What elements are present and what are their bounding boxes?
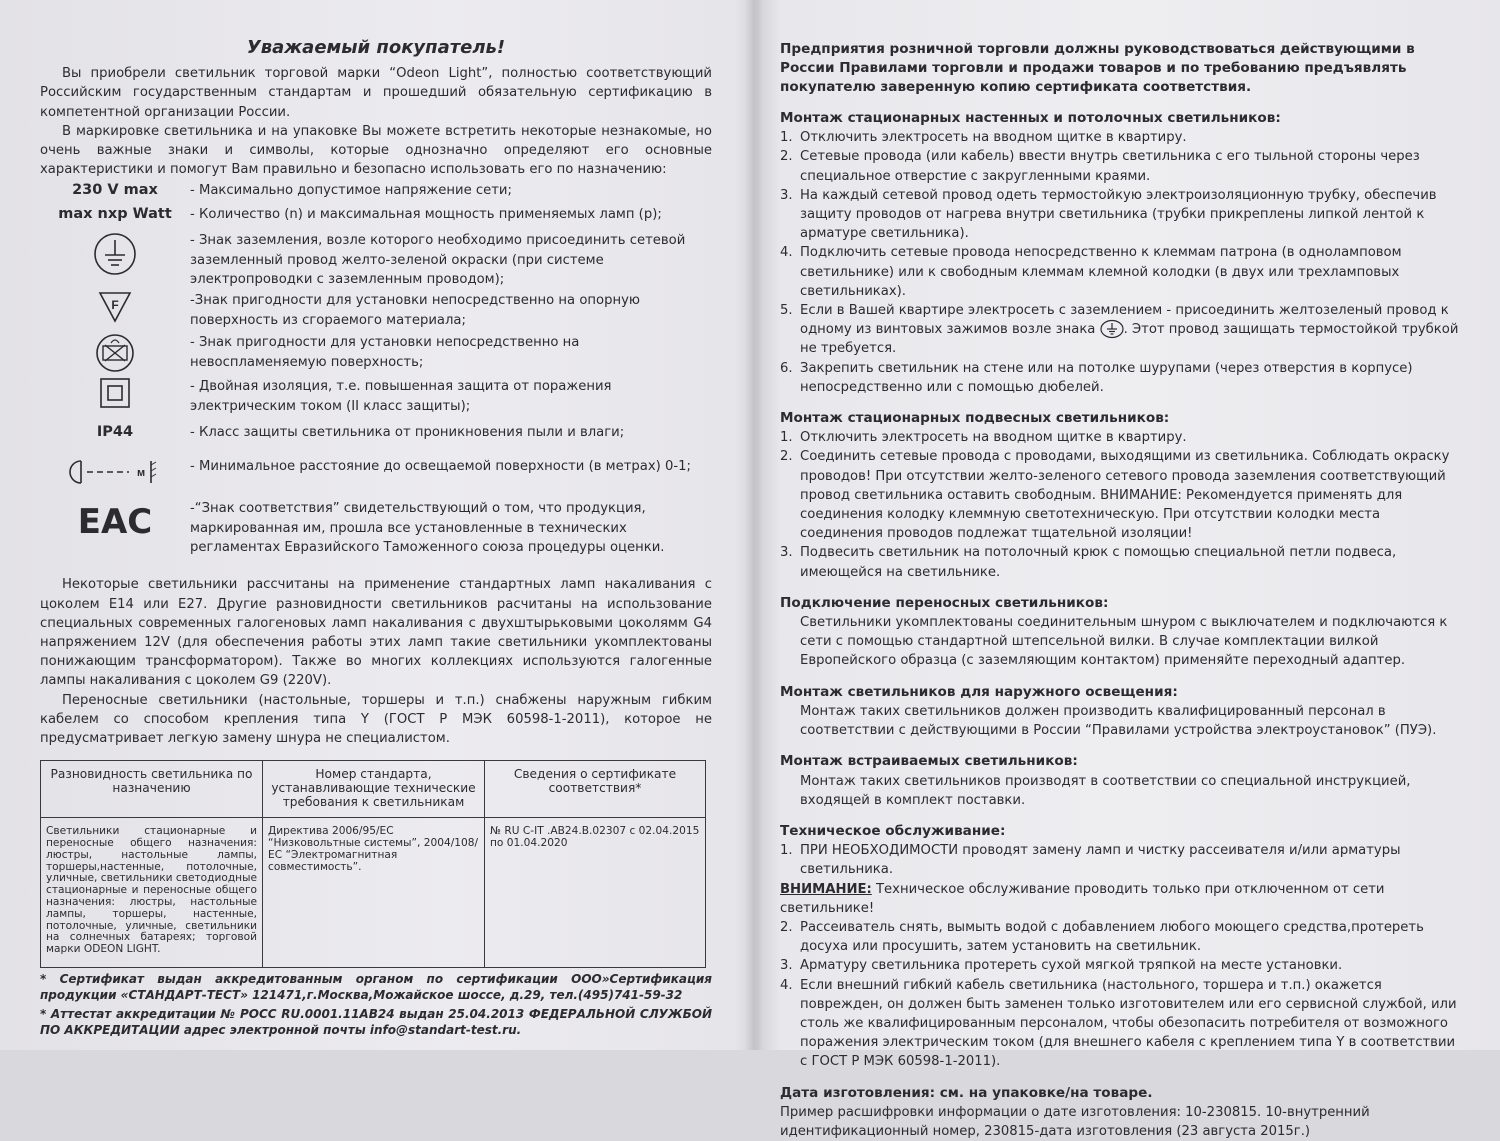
table-cell: Директива 2006/95/ЕС “Низковольтные системы”, 2004/108/ЕС “Электромагнитная совместимость”. [263, 818, 485, 968]
flammable-surface-icon [40, 291, 190, 323]
table-cell: № RU C-IT .AB24.B.02307 с 02.04.2015 по 01.04.2020 [485, 818, 706, 968]
ip-rating-symbol: IP44 [96, 424, 134, 441]
table-row [41, 818, 706, 968]
table-header: Разновидность светильника по назначению [41, 761, 263, 818]
right-column [780, 40, 1460, 1141]
legend-text: - Знак пригодности для установки непосредственно на невоспламеняемую поверхность; [190, 335, 580, 370]
legend-row [40, 377, 712, 423]
legend-text: - Двойная изоляция, т.е. повышенная защита от поражения электрическим током (II класс защиты); [190, 379, 612, 414]
legend-row [40, 231, 712, 291]
footnote-certificate: * Сертификат выдан аккредитованным органом по сертификации ООО»Сертификация продукции «СТАНДАРТ-ТЕСТ» 121471,г.Москва,Можайское шоссе, д.29, тел.(495)741-59-32 [40, 972, 712, 1002]
page-title: Уважаемый покупатель! [246, 37, 506, 58]
warning-line: ВНИМАНИЕ: Техническое обслуживание проводить только при отключенном от сети светильнике! [780, 881, 1385, 916]
list-item: 3. Подвесить светильник на потолочный крюк с помощью специальной петли подвеса, имеющейся на светильнике. [780, 545, 1397, 580]
legend-row [40, 181, 712, 205]
intro-paragraph-1: Вы приобрели светильник торговой марки “Odeon Light”, полностью соответствующий Российским государственным стандартам и прошедший обязательную сертификацию в компетентной организации России. [40, 66, 712, 120]
legend-text: - Класс защиты светильника от проникновения пыли и влаги; [190, 425, 625, 441]
double-insulation-icon [40, 377, 190, 409]
recessed-text: Монтаж таких светильников производят в соответствии со специальной инструкцией, входящей в комплект поставки. [800, 773, 1411, 808]
list-item: 2. Соединить сетевые провода с проводами, выходящими из светильника. Соблюдать окраску проводов! При отсутствии желто-зеленого сетевого провода заземления соответствующий провод светильника оставить свободным. ВНИМАНИЕ: Рекомендуется применять для соединения колодку клеммную светотехническую. При отсутствии колодки места соединения проводов подлежат тщательной изоляции! [780, 449, 1450, 542]
manufacture-date-text: Пример расшифровки информации о дате изготовления: 10-230815. 10-внутренний идентификационный номер, 230815-дата изготовления (23 августа 2015г.) [780, 1104, 1370, 1139]
lamps-paragraph: Некоторые светильники рассчитаны на применение стандартных ламп накаливания с цоколем E14 или E27. Другие разновидности светильников расчитаны на использование специальных современных галогеновых ламп накаливания с двухштырьковыми цоколямм G4 напряжением 12V (для обеспечения работы этих ламп такие светильники укомплектованы понижающим трансформатором). Также во многих коллекциях используются галогенные лампы накаливания с цоколем G9 (220V). [40, 577, 712, 689]
ground-icon [40, 231, 190, 277]
legend-row [40, 499, 712, 567]
table-header-row [41, 761, 706, 818]
legend-row [40, 333, 712, 377]
list-item: 6. Закрепить светильник на стене или на потолке шурупами (через отверстия в корпусе) непосредственно или с помощью дюбелей. [780, 360, 1413, 395]
legend-text: - Количество (n) и максимальная мощность применяемых ламп (p); [190, 207, 662, 223]
min-distance-icon [40, 457, 190, 487]
wattage-symbol: max nxp Watt [58, 206, 172, 223]
list-item: 1. ПРИ НЕОБХОДИМОСТИ проводят замену ламп и чистку рассеивателя и/или арматуры светильника. [780, 843, 1401, 878]
warning-label: ВНИМАНИЕ: [780, 881, 872, 897]
list-item: 1. Отключить электросеть на вводном щитке в квартиру. [780, 430, 1187, 446]
intro-paragraph-2: В маркировке светильника и на упаковке Вы можете встретить некоторые незнакомые, но очень важные знаки и символы, которые однозначно определяют его основные характеристики и помогут Вам правильно и безопасно использовать его по назначению: [40, 123, 712, 178]
legend-row [40, 205, 712, 231]
table-header: Номер стандарта, устанавливающие технические требования к светильникам [263, 761, 485, 818]
wall-ceiling-steps [780, 128, 1460, 397]
left-column [40, 36, 712, 1039]
table-cell: Светильники стационарные и переносные общего назначения: люстры, настольные лампы, торшеры,настенные, потолочные, уличные, светильники светодиодные стационарные и переносные общего назначения: люстры, настольные лампы, торшеры, настенные, потолочные, уличные, светильники на солнечных батареях; торговой марки ODEON LIGHT. [41, 818, 263, 968]
list-item: 3. На каждый сетевой провод одеть термостойкую электроизоляционную трубку, обеспечив защиту проводов от нагрева внутри светильника (трубки прикреплены липкой лентой к арматуре светильника). [780, 187, 1437, 242]
list-item: 2. Сетевые провода (или кабель) ввести внутрь светильника с его тыльной стороны через специальное отверстие с закругленными краями. [780, 149, 1420, 184]
flammable-letter: F [111, 298, 119, 313]
maintenance-steps [780, 841, 1460, 1071]
legend-text: -Знак пригодности для установки непосредственно на опорную поверхность из сгораемого материала; [190, 293, 640, 328]
list-item: 3. Арматуру светильника протереть сухой мягкой тряпкой на месте установки. [780, 958, 1343, 974]
legend-row [40, 423, 712, 457]
list-item: 4. Подключить сетевые провода непосредственно к клеммам патрона (в однoламповом светильнике) или к свободным клеммам клемной колодки (в двух или трехламповых светильниках). [780, 245, 1402, 299]
legend-row [40, 291, 712, 333]
legend-row [40, 457, 712, 499]
section-title-manufacture-date: Дата изготовления: см. на упаковке/на товаре. [780, 1084, 1153, 1101]
legend-text: - Максимально допустимое напряжение сети; [190, 183, 512, 199]
lamps-section [40, 575, 712, 748]
meter-unit-label: м [137, 467, 146, 480]
eac-icon [40, 499, 190, 543]
list-item: 4. Если внешний гибкий кабель светильника (настольного, торшера и т.п.) окажется поврежден, он должен быть заменен только изготовителем или его сервисной службой, или столь же квалифицированным персоналом, чтобы обезопасить потребителя от возможного поражения электрическим током (для внешнего кабеля с креплением типа Y в соответствии с ГОСТ Р МЭК 60598-1-2011). [780, 977, 1457, 1070]
voltage-symbol: 230 V max [72, 182, 158, 199]
symbols-legend [40, 181, 712, 567]
non-flammable-surface-icon [40, 333, 190, 373]
page-fold [745, 0, 763, 1050]
portable-text: Светильники укомплектованы соединительным шнуром с выключателем и подключаются к сети с помощью стандартной штепсельной вилки. В случае комплектации вилкой Европейского образца (с заземляющим контактом) применяйте переходный адаптер. [800, 615, 1448, 669]
outdoor-text: Монтаж таких светильников должен производить квалифицированный персонал в соответствии с действующими в России “Правилами устройства электроустановок” (ПУЭ). [800, 703, 1437, 739]
table-header: Сведения о сертификате соответствия* [485, 761, 706, 818]
legend-text: - Минимальное расстояние до освещаемой поверхности (в метрах) 0-1; [190, 459, 691, 475]
legend-text: - Знак заземления, возле которого необходимо присоединить сетевой заземленный провод желто-зеленой окраски (при системе электропроводки с заземленным проводом); [190, 233, 686, 287]
eac-mark-text: EAC [77, 502, 153, 543]
section-title-outdoor: Монтаж светильников для наружного освещения: [780, 683, 1178, 700]
section-title-maintenance: Техническое обслуживание: [780, 822, 1006, 839]
list-item: 2. Рассеиватель снять, вымыть водой с добавлением любого моющего средства,протереть досуха или просушить, затем установить на светильник. [780, 919, 1424, 955]
list-item: 5. Если в Вашей квартире электросеть с заземлением - присоединить желтозеленый провод к одному из винтовых зажимов возле знака . Этот провод защищать термостойкой трубкой не требуется. [780, 303, 1459, 357]
footnote-accreditation: * Аттестат аккредитации № РОСС RU.0001.11АВ24 выдан 25.04.2013 ФЕДЕРАЛЬНОЙ СЛУЖБОЙ ПО АККРЕДИТАЦИИ адрес электронной почты info@standart-test.ru. [40, 1007, 712, 1038]
list-item: 1. Отключить электросеть на вводном щитке в квартиру. [780, 130, 1187, 146]
section-title-portable: Подключение переносных светильников: [780, 594, 1109, 611]
section-title-recessed: Монтаж встраиваемых светильников: [780, 753, 1078, 770]
portable-paragraph: Переносные светильники (настольные, торшеры и т.п.) снабжены наружным гибким кабелем со способом крепления типа Y (ГОСТ Р МЭК 60598-1-2011), которое не предусматривает легкую замену шнура не специалистом. [40, 692, 712, 747]
retail-intro: Предприятия розничной торговли должны руководствоваться действующими в России Правилами торговли и продажи товаров и по требованию предъявлять покупателю заверенную копию сертификата соответствия. [780, 41, 1415, 95]
section-title-wall-ceiling: Монтаж стационарных настенных и потолочных светильников: [780, 110, 1281, 126]
pendant-steps [780, 428, 1460, 582]
section-title-pendant: Монтаж стационарных подвесных светильников: [780, 410, 1170, 427]
ground-icon [1100, 320, 1124, 338]
legend-text: -“Знак соответствия” свидетельствующий о том, что продукция, маркированная им, прошла все установленные в технических регламентах Евразийского Таможенного союза процедуры оценки. [190, 501, 665, 555]
certificate-table [40, 760, 706, 968]
footnotes [40, 972, 712, 1038]
